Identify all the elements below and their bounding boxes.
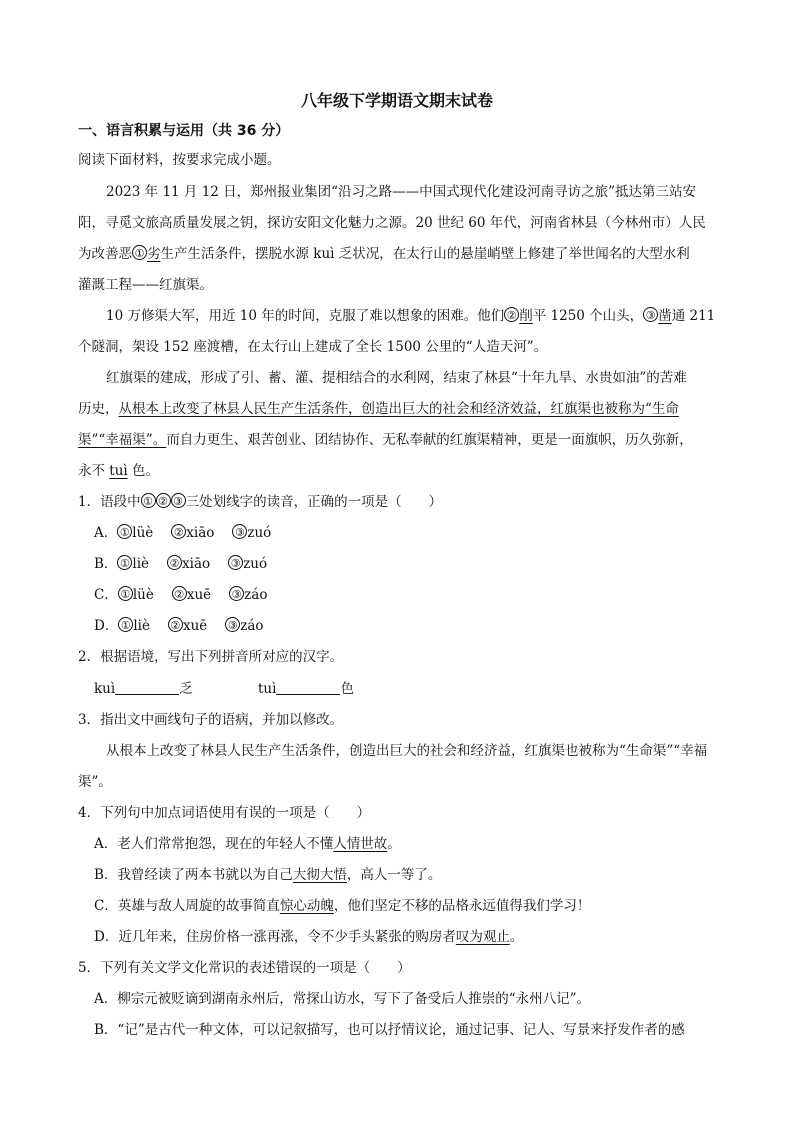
option-text: D．近几年来，住房价格一涨再涨，令不少手头紧张的购房者 (94, 929, 456, 945)
option-reading: záo (240, 618, 264, 634)
underlined-phrase: 惊心动魄 (279, 898, 334, 914)
question-text: 三处划线字的读音，正确的一项是（ ） (185, 494, 443, 510)
passage-text: 10 万修渠大军，用近 10 年的时间，克服了难以想象的困难。他们 (106, 308, 505, 324)
underlined-sentence: 渠”“幸福渠”。 (78, 432, 167, 448)
circled-number-3: ③ (643, 307, 658, 322)
circled-number-1: ① (117, 524, 132, 539)
passage-line: 红旗渠的建成，形成了引、蓄、灌、提相结合的水利网，结束了林县“十年九旱、水贵如油”的苦难 (106, 370, 687, 386)
question-1-option-a (94, 521, 271, 541)
circled-number-3: ③ (171, 493, 186, 508)
circled-number-1: ① (141, 493, 156, 508)
circled-number-1: ① (118, 586, 133, 601)
question-2-blank-a (94, 677, 193, 697)
option-reading: zuó (247, 525, 272, 541)
exam-title: 八年级下学期语文期末试卷 (300, 91, 493, 110)
option-text: A．老人们常常抱怨，现在的年轻人不懂 (94, 836, 334, 852)
answer-blank[interactable] (276, 682, 340, 695)
passage-line (78, 459, 159, 479)
passage-text: 永不 (78, 463, 110, 479)
circled-number-2: ② (156, 493, 171, 508)
passage-text: 而自力更生、艰苦创业、团结协作、无私奉献的红旗渠精神，更是一面旗帜，历久弥新， (166, 432, 693, 448)
underlined-sentence: 从根本上改变了林县人民生产生活条件，创造出巨大的社会和经济效益，红旗渠也被称为“生命 (118, 401, 679, 417)
pinyin-label: tuì (258, 681, 277, 697)
option-reading: xiāo (182, 556, 211, 572)
underlined-char: 削 (519, 308, 533, 324)
underlined-phrase: 人情世故 (333, 836, 388, 852)
question-4-option-b (94, 863, 441, 883)
passage-line: 阳，寻觅文旅高质量发展之钥，探访安阳文化魅力之源。20 世纪 60 年代，河南省林县（今林州市）人民 (78, 215, 706, 231)
question-3-stem: 3．指出文中画线句子的语病，并加以修改。 (78, 712, 344, 728)
option-text: ，高人一等了。 (346, 867, 442, 883)
option-text: ，他们坚定不移的品格永远值得我们学习！ (333, 898, 591, 914)
question-4-option-a (94, 832, 401, 852)
question-1-option-b (94, 552, 267, 572)
option-reading: záo (244, 587, 268, 603)
underlined-char: 劣 (147, 246, 161, 262)
circled-number-2: ② (171, 524, 186, 539)
instruction: 阅读下面材料，按要求完成小题。 (78, 152, 281, 168)
option-reading: lüè (132, 587, 154, 603)
passage-line: 灌溉工程——红旗渠。 (78, 277, 213, 293)
passage-line (78, 397, 679, 417)
char-suffix: 色 (340, 681, 354, 697)
question-4-stem: 4．下列句中加点词语使用有误的一项是（ ） (78, 805, 371, 821)
circled-number-2: ② (172, 586, 187, 601)
underlined-phrase: 大彻大悟 (292, 867, 347, 883)
option-text: B．我曾经读了两本书就以为自己 (94, 867, 293, 883)
char-suffix: 乏 (179, 681, 193, 697)
question-5-option-b: B．“记”是古代一种文体，可以记叙描写，也可以抒情议论，通过记事、记人、写景来抒发作者的感 (94, 1022, 685, 1038)
pinyin-label: kuì (94, 681, 116, 697)
passage-line (78, 242, 690, 262)
option-text: 。 (509, 929, 524, 945)
passage-text: 生产生活条件，摆脱水源 kuì 乏状况，在太行山的悬崖峭壁上修建了举世闻名的大型水利 (160, 246, 690, 262)
option-letter: B． (94, 556, 118, 572)
underlined-char: 凿 (658, 308, 672, 324)
option-reading: xiāo (186, 525, 215, 541)
circled-number-3: ③ (229, 586, 244, 601)
passage-text: 平 1250 个山头， (532, 308, 644, 324)
circled-number-1: ① (132, 245, 147, 260)
option-reading: liè (132, 556, 150, 572)
underlined-phrase: 叹为观止 (455, 929, 510, 945)
option-text: 。 (387, 836, 401, 852)
passage-line (78, 428, 693, 448)
passage-line: 个隧洞，架设 152 座渡槽，在太行山上建成了全长 1500 公里的“人造天河”。 (78, 339, 548, 355)
circled-number-3: ③ (225, 617, 240, 632)
option-reading: liè (133, 618, 150, 634)
passage-line (106, 304, 715, 324)
question-4-option-c (94, 894, 590, 914)
passage-line: 2023 年 11 月 12 日，郑州报业集团“沿习之路——中国式现代化建设河南寻访之旅”抵达第三站安 (106, 184, 696, 200)
option-letter: A． (94, 525, 118, 541)
circled-number-1: ① (117, 555, 132, 570)
option-letter: D． (94, 618, 119, 634)
question-1-option-d (94, 614, 264, 634)
circled-number-1: ① (118, 617, 133, 632)
circled-number-2: ② (167, 555, 182, 570)
circled-number-2: ② (504, 307, 519, 322)
question-1-stem (78, 490, 442, 510)
option-reading: xuē (182, 618, 208, 634)
option-letter: C． (94, 587, 118, 603)
passage-text: 色。 (127, 463, 160, 479)
circled-number-3: ③ (232, 524, 247, 539)
question-5-stem: 5．下列有关文学文化常识的表述错误的一项是（ ） (78, 960, 411, 976)
circled-number-2: ② (168, 617, 183, 632)
question-3-sentence: 从根本上改变了林县人民生产生活条件，创造出巨大的社会和经济益，红旗渠也被称为“生命渠”“幸福 (106, 743, 708, 759)
question-5-option-a: A．柳宗元被贬谪到湖南永州后，常探山访水，写下了备受后人推崇的“永州八记”。 (94, 991, 591, 1007)
passage-text: 历史， (78, 401, 119, 417)
option-text: C．英雄与敌人周旋的故事简直 (94, 898, 280, 914)
passage-text: 为改善恶 (78, 246, 132, 262)
option-reading: xuē (186, 587, 212, 603)
question-1-option-c (94, 583, 267, 603)
circled-number-3: ③ (228, 555, 243, 570)
answer-blank[interactable] (115, 682, 179, 695)
question-4-option-d (94, 925, 523, 945)
option-reading: lüè (132, 525, 154, 541)
question-3-sentence: 渠”。 (78, 774, 112, 790)
underlined-pinyin: tuì (109, 463, 128, 479)
option-reading: zuó (243, 556, 268, 572)
section-heading: 一、语言积累与运用（共 36 分） (78, 123, 290, 139)
question-2-blank-b (258, 677, 354, 697)
question-2-stem: 2．根据语境，写出下列拼音所对应的汉字。 (78, 649, 344, 665)
question-text: 1．语段中 (78, 494, 141, 510)
passage-text: 通 211 (671, 308, 716, 324)
